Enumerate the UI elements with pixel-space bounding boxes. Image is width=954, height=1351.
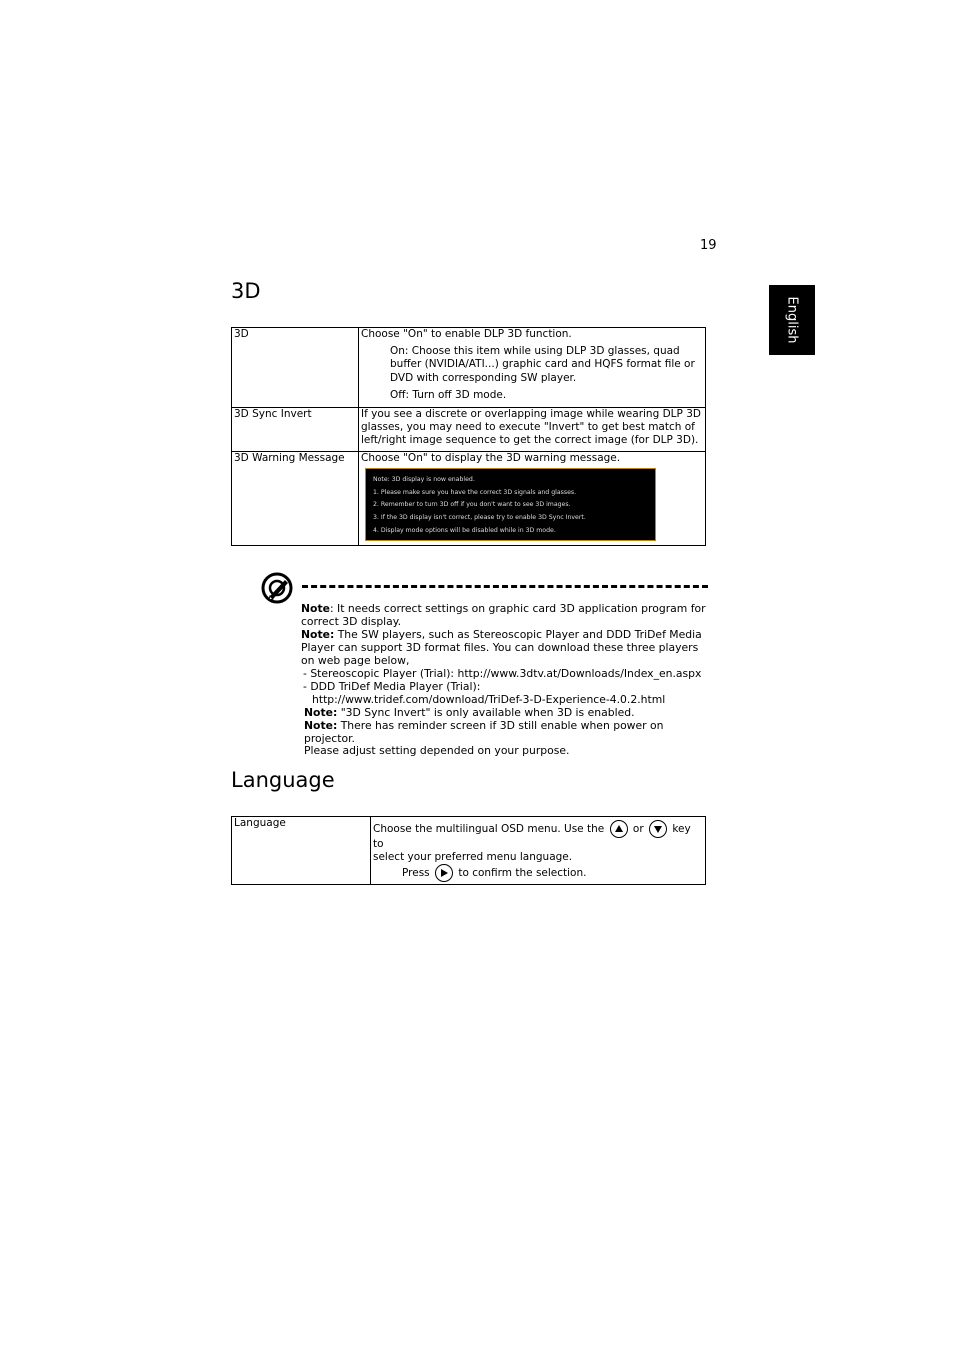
up-arrow-icon [610,820,628,838]
description-line [373,864,703,884]
row-description [359,328,706,408]
table-3d [231,327,706,546]
description-line: Off: Turn off 3D mode. [390,388,507,401]
osd-line: 3. If the 3D display isn't correct, please try to enable 3D Sync Invert. [373,514,586,522]
section-title-3d: 3D [231,279,261,303]
right-arrow-icon [435,864,453,882]
note-label: Note: [304,705,338,719]
note-block [301,603,711,758]
table-row [232,328,706,408]
note-paragraph [301,629,711,668]
note-body: Please adjust setting depended on your purpose. [304,744,570,758]
description-line [373,820,703,851]
note-bullet: - DDD TriDef Media Player (Trial): [303,679,481,693]
osd-warning-screenshot [365,468,656,541]
description-text: or [632,823,644,835]
note-paragraph [301,603,711,629]
description-line: On: Choose this item while using DLP 3D glasses, quad buffer (NVIDIA/ATI...) graphic card and HQFS format file or DVD with corresponding SW player. [390,345,695,384]
description-text: key to [373,823,691,850]
row-label: 3D [232,328,359,408]
row-label: 3D Warning Message [232,451,359,545]
note-bullet: - Stereoscopic Player (Trial): http://www.3dtv.at/Downloads/Index_en.aspx [303,666,702,680]
osd-line: 4. Display mode options will be disabled while in 3D mode. [373,527,556,535]
description-text: Choose the multilingual OSD menu. Use the [373,823,605,835]
osd-line: 1. Please make sure you have the correct 3D signals and glasses. [373,488,577,496]
description-text: to confirm the selection. [458,867,587,880]
table-row [232,408,706,452]
osd-line: Note: 3D display is now enabled. [373,475,475,483]
note-body: : It needs correct settings on graphic card 3D application program for correct 3D display. [301,602,706,628]
table-row [232,817,706,885]
note-label: Note [301,602,330,615]
row-label: 3D Sync Invert [232,408,359,452]
note-label: Note: [301,627,335,641]
down-arrow-icon [649,820,667,838]
description-line: Choose "On" to enable DLP 3D function. [361,328,572,340]
table-language [231,816,706,885]
osd-line: 2. Remember to turn 3D off if you don't want to see 3D images. [373,501,571,509]
description-line: select your preferred menu language. [373,851,573,864]
note-divider [302,585,708,588]
note-body: There has reminder screen if 3D still enable when power on projector. [304,718,664,745]
section-title-language: Language [231,768,335,792]
note-body: The SW players, such as Stereoscopic Player and DDD TriDef Media Player can support 3D format files. You can download these three players on web page below, [301,627,702,667]
row-description [359,408,706,452]
language-side-tab [769,285,815,355]
note-label: Note: [304,718,338,732]
row-description [359,451,706,545]
note-body: "3D Sync Invert" is only available when 3D is enabled. [337,705,635,719]
description-text: Press [402,867,430,880]
row-label: Language [232,817,371,885]
description-line: Choose "On" to display the 3D warning message. [361,451,621,464]
note-paragraph [301,720,711,746]
page-number: 19 [700,238,717,253]
note-url: http://www.tridef.com/download/TriDef-3-D-Experience-4.0.2.html [312,692,666,706]
side-tab-label: English [784,296,800,344]
row-description [371,817,706,885]
note-icon [261,572,293,604]
description-line: If you see a discrete or overlapping image while wearing DLP 3D glasses, you may need to execute "Invert" to get best match of left/right image sequence to get the correct image (for DLP 3D). [361,408,701,447]
table-row [232,451,706,545]
